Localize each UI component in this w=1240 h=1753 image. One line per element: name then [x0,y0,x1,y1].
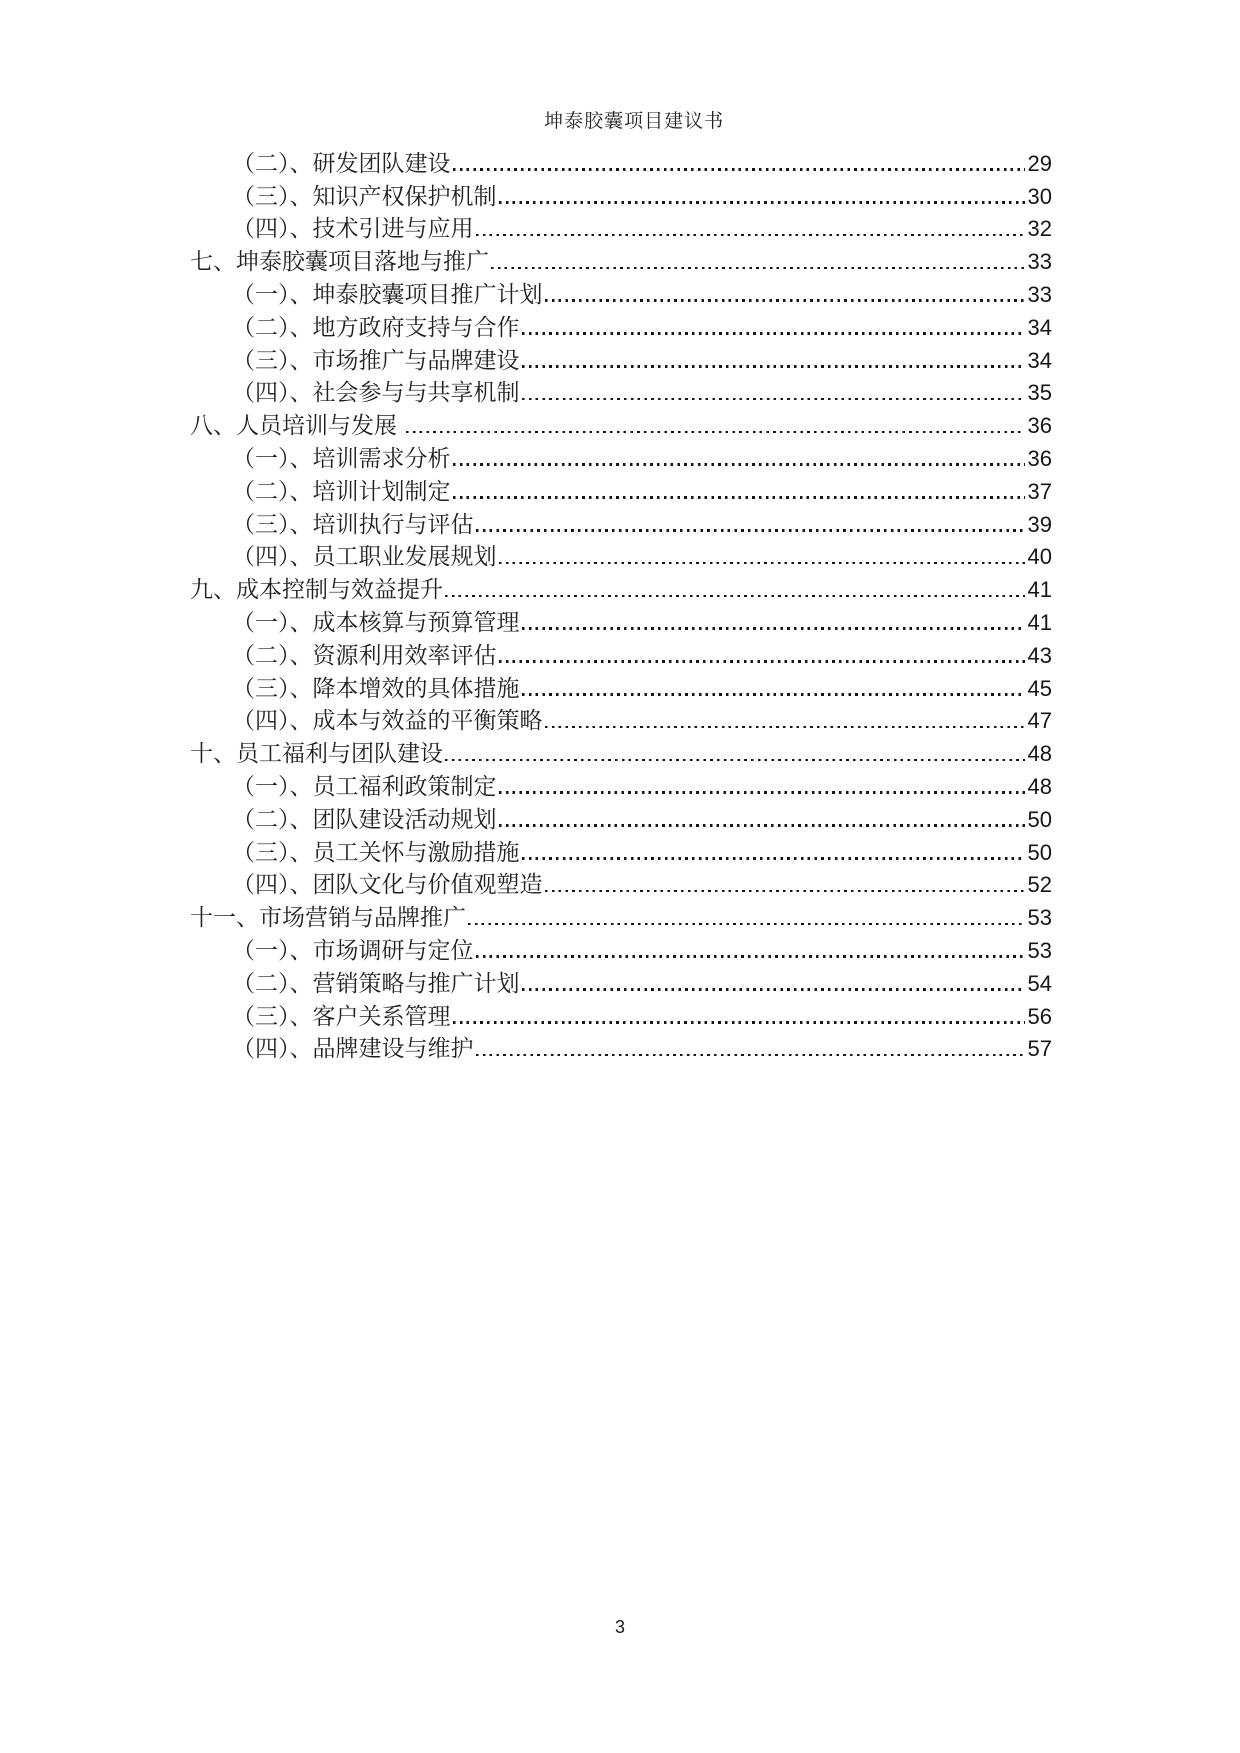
toc-entry[interactable] [190,146,1052,179]
toc-entry-title: （二）、团队建设活动规划 [232,806,497,833]
dot-leader [453,1021,1025,1024]
toc-entry-page-number: 29 [1027,150,1052,176]
toc-entry-page-number: 32 [1027,216,1052,242]
toc-entry[interactable] [190,736,1052,769]
toc-entry[interactable] [190,900,1052,933]
toc-entry-page-number: 50 [1027,806,1052,832]
dot-leader [499,562,1025,565]
dot-leader [499,824,1025,827]
toc-entry[interactable] [190,343,1052,376]
toc-entry[interactable] [190,933,1052,966]
dot-leader [522,988,1025,991]
toc-entry-title: 十、员工福利与团队建设 [190,741,443,768]
toc-entry-page-number: 48 [1027,741,1052,767]
dot-leader [445,595,1025,598]
table-of-contents [190,146,1052,1064]
toc-entry-title: （三）、员工关怀与激励措施 [232,839,520,866]
toc-entry-page-number: 53 [1027,905,1052,931]
header-title: 坤泰胶囊项目建议书 [544,110,725,132]
toc-entry-page-number: 41 [1027,609,1052,635]
toc-entry-page-number: 56 [1027,1003,1052,1029]
toc-entry-title: （二）、地方政府支持与合作 [232,314,520,341]
dot-leader [453,463,1025,466]
toc-entry-page-number: 33 [1027,281,1052,307]
dot-leader [499,201,1025,204]
toc-entry-title: （二）、研发团队建设 [232,150,451,177]
toc-entry-title: （一）、坤泰胶囊项目推广计划 [232,281,543,308]
toc-entry[interactable] [190,441,1052,474]
toc-entry-title: （四）、社会参与与共享机制 [232,380,520,407]
toc-entry-title: 十一、市场营销与品牌推广 [190,905,466,932]
dot-leader [476,1054,1025,1057]
toc-entry[interactable] [190,671,1052,704]
toc-entry[interactable] [190,802,1052,835]
toc-entry-title: （三）、降本增效的具体措施 [232,675,520,702]
toc-entry-title: （四）、技术引进与应用 [232,216,474,243]
toc-entry-page-number: 47 [1027,708,1052,734]
toc-entry[interactable] [190,244,1052,277]
document-footer [0,1617,1240,1638]
toc-entry[interactable] [190,540,1052,573]
toc-entry[interactable] [190,605,1052,638]
toc-entry[interactable] [190,277,1052,310]
toc-entry-title: （四）、团队文化与价值观塑造 [232,872,543,899]
toc-entry[interactable] [190,408,1052,441]
footer-page-number: 3 [614,1617,625,1637]
dot-leader [545,890,1025,893]
dot-leader [522,857,1025,860]
toc-entry-page-number: 43 [1027,642,1052,668]
document-header [0,84,1240,155]
toc-entry-title: （三）、培训执行与评估 [232,511,474,538]
toc-entry-title: 八、人员培训与发展 [190,413,405,440]
toc-entry-title: （三）、客户关系管理 [232,1003,451,1030]
toc-entry-title: （三）、市场推广与品牌建设 [232,347,520,374]
toc-entry-title: 七、坤泰胶囊项目落地与推广 [190,249,489,276]
toc-entry-title: （二）、营销策略与推广计划 [232,970,520,997]
toc-entry-title: （一）、成本核算与预算管理 [232,609,520,636]
toc-entry-title: 九、成本控制与效益提升 [190,577,443,604]
dot-leader [476,234,1025,237]
toc-entry-page-number: 35 [1027,380,1052,406]
dot-leader [406,431,1024,434]
dot-leader [453,496,1025,499]
toc-entry[interactable] [190,966,1052,999]
toc-entry-page-number: 54 [1027,970,1052,996]
toc-entry[interactable] [190,507,1052,540]
dot-leader [499,660,1025,663]
toc-entry[interactable] [190,572,1052,605]
toc-entry[interactable] [190,999,1052,1032]
toc-entry-page-number: 34 [1027,314,1052,340]
toc-entry-title: （二）、资源利用效率评估 [232,642,497,669]
dot-leader [522,365,1025,368]
toc-entry-page-number: 41 [1027,577,1052,603]
dot-leader [491,267,1025,270]
toc-entry-title: （二）、培训计划制定 [232,478,451,505]
toc-entry-page-number: 53 [1027,937,1052,963]
dot-leader [468,923,1025,926]
dot-leader [545,299,1025,302]
dot-leader [476,529,1025,532]
toc-entry[interactable] [190,769,1052,802]
dot-leader [499,791,1025,794]
toc-entry-page-number: 57 [1027,1036,1052,1062]
dot-leader [476,955,1025,958]
toc-entry-page-number: 45 [1027,675,1052,701]
toc-entry-title: （三）、知识产权保护机制 [232,183,497,210]
toc-entry[interactable] [190,310,1052,343]
toc-entry-page-number: 36 [1027,413,1052,439]
dot-leader [522,332,1025,335]
dot-leader [522,627,1025,630]
toc-entry-title: （四）、成本与效益的平衡策略 [232,708,543,735]
dot-leader [545,726,1025,729]
dot-leader [453,168,1025,171]
toc-entry[interactable] [190,638,1052,671]
toc-entry-page-number: 30 [1027,183,1052,209]
toc-entry-title: （一）、培训需求分析 [232,445,451,472]
toc-entry[interactable] [190,704,1052,737]
dot-leader [522,693,1025,696]
toc-entry-page-number: 34 [1027,347,1052,373]
toc-entry-page-number: 33 [1027,249,1052,275]
toc-entry[interactable] [190,868,1052,901]
toc-entry-title: （一）、员工福利政策制定 [232,773,497,800]
toc-entry-title: （一）、市场调研与定位 [232,937,474,964]
toc-entry-page-number: 40 [1027,544,1052,570]
toc-entry[interactable] [190,835,1052,868]
toc-entry[interactable] [190,212,1052,245]
toc-entry-page-number: 52 [1027,872,1052,898]
toc-entry-page-number: 48 [1027,773,1052,799]
toc-entry[interactable] [190,474,1052,507]
toc-entry[interactable] [190,376,1052,409]
toc-entry-page-number: 50 [1027,839,1052,865]
toc-entry-page-number: 39 [1027,511,1052,537]
toc-entry-page-number: 37 [1027,478,1052,504]
dot-leader [522,398,1025,401]
toc-entry-title: （四）、品牌建设与维护 [232,1036,474,1063]
toc-entry-page-number: 36 [1027,445,1052,471]
toc-entry[interactable] [190,179,1052,212]
dot-leader [445,759,1025,762]
toc-entry[interactable] [190,1032,1052,1065]
toc-entry-title: （四）、员工职业发展规划 [232,544,497,571]
